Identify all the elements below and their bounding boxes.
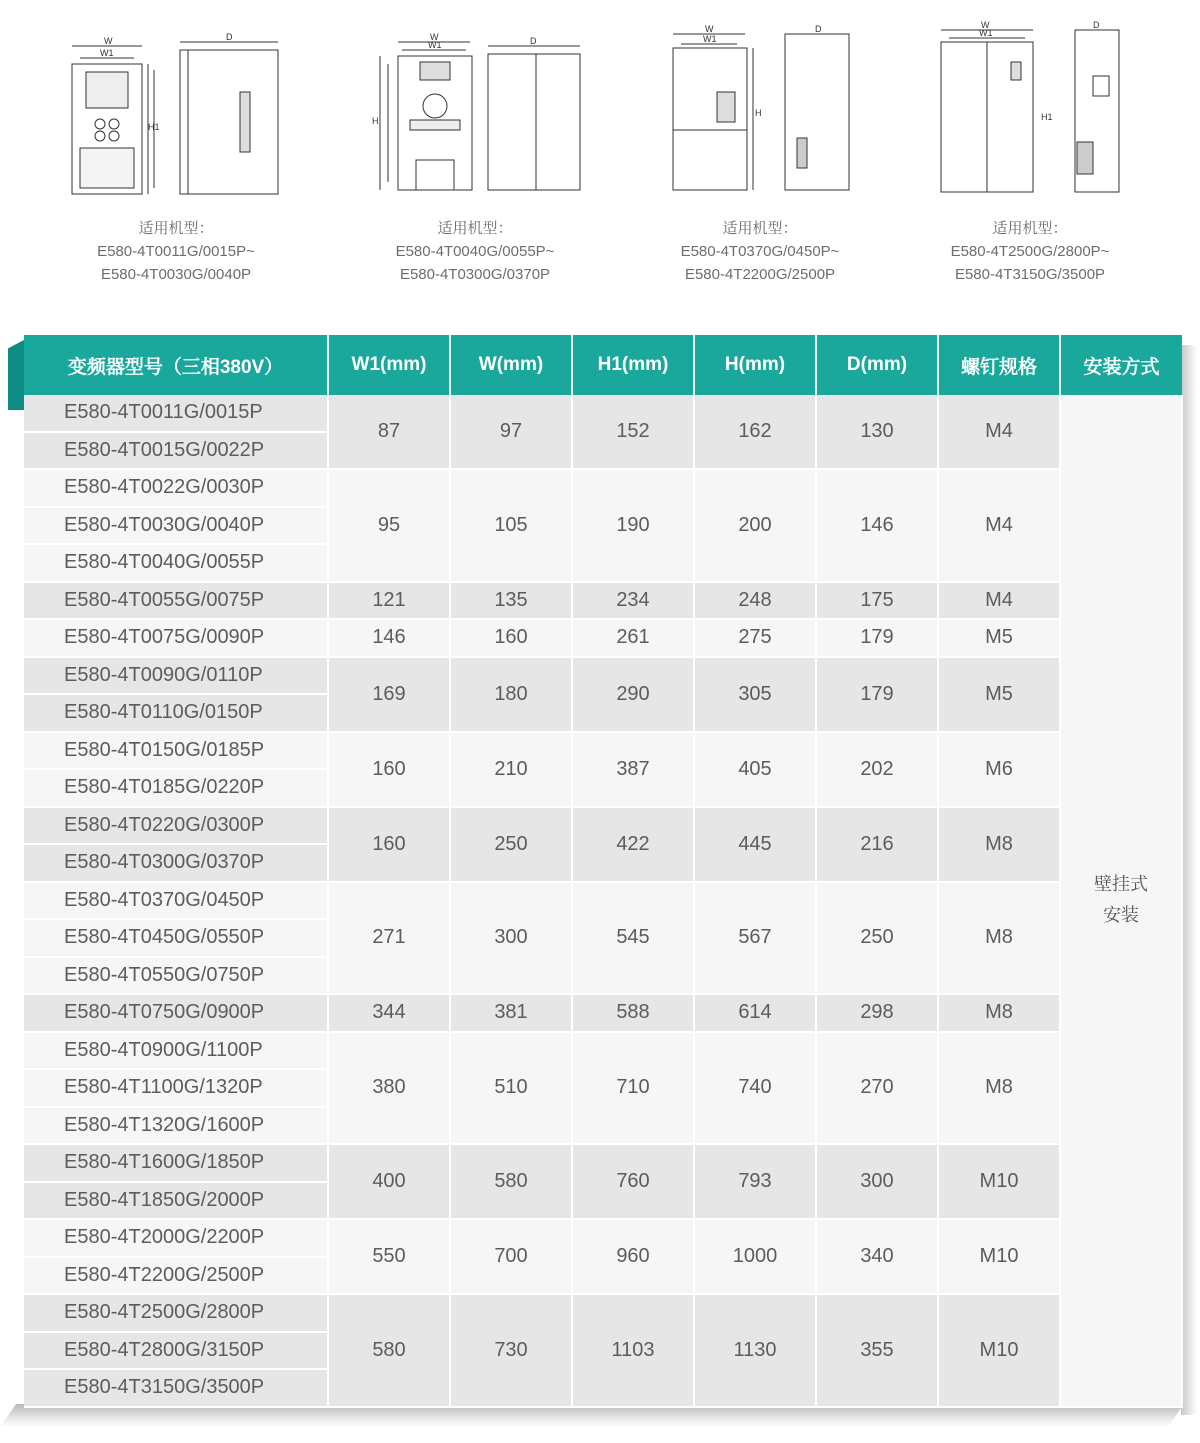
cell-h: 567 bbox=[694, 882, 816, 995]
cell-w1: 169 bbox=[328, 657, 450, 732]
drawing-medium-frame bbox=[370, 20, 590, 200]
cell-h: 275 bbox=[694, 619, 816, 657]
cell-w: 135 bbox=[450, 582, 572, 620]
cell-h1: 1103 bbox=[572, 1294, 694, 1407]
table-row bbox=[24, 1294, 1182, 1332]
install-method-line: 壁挂式 bbox=[1094, 874, 1148, 895]
caption-line: E580-4T3150G/3500P bbox=[954, 266, 1106, 283]
label-h: H bbox=[372, 116, 379, 126]
caption-line: 适用机型： bbox=[138, 220, 214, 237]
cell-screw: M8 bbox=[938, 994, 1060, 1032]
install-method-line: 安装 bbox=[1103, 905, 1139, 926]
cell-h: 200 bbox=[694, 469, 816, 582]
label-d: D bbox=[530, 36, 537, 46]
cell-h: 614 bbox=[694, 994, 816, 1032]
cell-h1: 190 bbox=[572, 469, 694, 582]
cell-w1: 380 bbox=[328, 1032, 450, 1145]
cell-w: 510 bbox=[450, 1032, 572, 1145]
caption-line: 适用机型： bbox=[992, 220, 1068, 237]
figure-caption-a bbox=[66, 217, 286, 286]
cell-model: E580-4T0075G/0090P bbox=[24, 619, 328, 657]
drawing-cabinet-frame bbox=[935, 20, 1135, 200]
cell-h1: 234 bbox=[572, 582, 694, 620]
label-w1: W1 bbox=[100, 48, 114, 58]
header-h: H(mm) bbox=[694, 335, 816, 395]
cell-model: E580-4T2000G/2200P bbox=[24, 1219, 328, 1257]
cell-model: E580-4T3150G/3500P bbox=[24, 1369, 328, 1407]
cell-d: 355 bbox=[816, 1294, 938, 1407]
cell-model: E580-4T0022G/0030P bbox=[24, 469, 328, 507]
cell-w1: 95 bbox=[328, 469, 450, 582]
cell-model: E580-4T0055G/0075P bbox=[24, 582, 328, 620]
cell-w: 730 bbox=[450, 1294, 572, 1407]
cell-d: 250 bbox=[816, 882, 938, 995]
drawing-medium-frame-svg bbox=[370, 20, 590, 200]
cell-model: E580-4T2800G/3150P bbox=[24, 1332, 328, 1370]
cell-screw: M10 bbox=[938, 1294, 1060, 1407]
cell-h1: 387 bbox=[572, 732, 694, 807]
cell-model: E580-4T1320G/1600P bbox=[24, 1107, 328, 1145]
cell-d: 179 bbox=[816, 619, 938, 657]
cell-h1: 545 bbox=[572, 882, 694, 995]
cell-h: 162 bbox=[694, 395, 816, 469]
cell-w1: 550 bbox=[328, 1219, 450, 1294]
table-header-row bbox=[24, 335, 1182, 395]
label-d: D bbox=[226, 32, 233, 42]
cell-h: 1000 bbox=[694, 1219, 816, 1294]
cell-h: 740 bbox=[694, 1032, 816, 1145]
header-w1: W1(mm) bbox=[328, 335, 450, 395]
header-w: W(mm) bbox=[450, 335, 572, 395]
drawing-large-frame-svg bbox=[665, 20, 865, 200]
header-d: D(mm) bbox=[816, 335, 938, 395]
table-row bbox=[24, 732, 1182, 770]
cell-d: 202 bbox=[816, 732, 938, 807]
cell-install-method bbox=[1060, 395, 1182, 1407]
cell-h: 445 bbox=[694, 807, 816, 882]
dimension-spec-table bbox=[24, 335, 1183, 1408]
table-shadow-right bbox=[1181, 345, 1197, 1415]
cell-screw: M8 bbox=[938, 1032, 1060, 1145]
cell-screw: M6 bbox=[938, 732, 1060, 807]
label-w1: W1 bbox=[428, 40, 442, 50]
cell-h: 248 bbox=[694, 582, 816, 620]
cell-model: E580-4T0220G/0300P bbox=[24, 807, 328, 845]
label-w: W bbox=[104, 36, 113, 46]
header-h1: H1(mm) bbox=[572, 335, 694, 395]
cell-h1: 760 bbox=[572, 1144, 694, 1219]
drawing-large-frame bbox=[665, 20, 865, 200]
cell-w1: 121 bbox=[328, 582, 450, 620]
dimension-drawings bbox=[0, 0, 1200, 300]
cell-w: 210 bbox=[450, 732, 572, 807]
header-install: 安装方式 bbox=[1060, 335, 1182, 395]
cell-d: 130 bbox=[816, 395, 938, 469]
drawing-small-frame bbox=[66, 20, 286, 200]
cell-w1: 344 bbox=[328, 994, 450, 1032]
cell-model: E580-4T0110G/0150P bbox=[24, 694, 328, 732]
cell-d: 340 bbox=[816, 1219, 938, 1294]
cell-screw: M8 bbox=[938, 882, 1060, 995]
label-h: H bbox=[755, 108, 762, 118]
cell-model: E580-4T1850G/2000P bbox=[24, 1182, 328, 1220]
cell-model: E580-4T0030G/0040P bbox=[24, 507, 328, 545]
cell-w: 580 bbox=[450, 1144, 572, 1219]
table-row bbox=[24, 582, 1182, 620]
figure-caption-b bbox=[365, 217, 585, 286]
cell-model: E580-4T0150G/0185P bbox=[24, 732, 328, 770]
caption-line: E580-4T0011G/0015P~ bbox=[97, 243, 255, 260]
cell-w1: 580 bbox=[328, 1294, 450, 1407]
cell-screw: M5 bbox=[938, 657, 1060, 732]
figure-caption-d bbox=[920, 217, 1140, 286]
caption-line: E580-4T2200G/2500P bbox=[684, 266, 836, 283]
cell-screw: M5 bbox=[938, 619, 1060, 657]
figure-caption-c bbox=[650, 217, 870, 286]
table-row bbox=[24, 469, 1182, 507]
drawing-small-frame-svg bbox=[66, 20, 286, 200]
cell-w: 105 bbox=[450, 469, 572, 582]
cell-model: E580-4T0011G/0015P bbox=[24, 395, 328, 432]
cell-model: E580-4T0300G/0370P bbox=[24, 844, 328, 882]
cell-w: 300 bbox=[450, 882, 572, 995]
label-w: W bbox=[981, 20, 990, 30]
cell-model: E580-4T2500G/2800P bbox=[24, 1294, 328, 1332]
cell-h: 1130 bbox=[694, 1294, 816, 1407]
caption-line: 适用机型： bbox=[437, 220, 513, 237]
table-row bbox=[24, 807, 1182, 845]
label-w: W bbox=[705, 24, 714, 34]
cell-h1: 261 bbox=[572, 619, 694, 657]
cell-w1: 400 bbox=[328, 1144, 450, 1219]
drawing-cabinet-frame-svg bbox=[935, 20, 1135, 200]
table-row bbox=[24, 882, 1182, 920]
cell-h: 793 bbox=[694, 1144, 816, 1219]
table-row bbox=[24, 1144, 1182, 1182]
cell-d: 179 bbox=[816, 657, 938, 732]
table-body bbox=[24, 395, 1182, 1407]
cell-w1: 146 bbox=[328, 619, 450, 657]
cell-screw: M4 bbox=[938, 469, 1060, 582]
cell-w: 700 bbox=[450, 1219, 572, 1294]
cell-screw: M8 bbox=[938, 807, 1060, 882]
cell-w: 97 bbox=[450, 395, 572, 469]
cell-h1: 710 bbox=[572, 1032, 694, 1145]
header-model: 变频器型号（三相380V） bbox=[24, 335, 328, 395]
cell-w1: 160 bbox=[328, 807, 450, 882]
caption-line: 适用机型： bbox=[722, 220, 798, 237]
table-row bbox=[24, 994, 1182, 1032]
table-row bbox=[24, 395, 1182, 432]
cell-w1: 160 bbox=[328, 732, 450, 807]
table-shadow-bottom bbox=[0, 1404, 1184, 1428]
cell-model: E580-4T0450G/0550P bbox=[24, 919, 328, 957]
cell-model: E580-4T0900G/1100P bbox=[24, 1032, 328, 1070]
label-w1: W1 bbox=[703, 34, 717, 44]
cell-h: 305 bbox=[694, 657, 816, 732]
cell-model: E580-4T0750G/0900P bbox=[24, 994, 328, 1032]
cell-model: E580-4T1600G/1850P bbox=[24, 1144, 328, 1182]
cell-w: 381 bbox=[450, 994, 572, 1032]
label-w1: W1 bbox=[979, 28, 993, 38]
caption-line: E580-4T0030G/0040P bbox=[100, 266, 252, 283]
cell-screw: M4 bbox=[938, 582, 1060, 620]
cell-model: E580-4T0550G/0750P bbox=[24, 957, 328, 995]
cell-d: 146 bbox=[816, 469, 938, 582]
cell-w: 250 bbox=[450, 807, 572, 882]
cell-h1: 960 bbox=[572, 1219, 694, 1294]
cell-model: E580-4T0185G/0220P bbox=[24, 769, 328, 807]
cell-d: 270 bbox=[816, 1032, 938, 1145]
caption-line: E580-4T2500G/2800P~ bbox=[950, 243, 1110, 260]
cell-h1: 290 bbox=[572, 657, 694, 732]
caption-line: E580-4T0040G/0055P~ bbox=[395, 243, 555, 260]
caption-line: E580-4T0370G/0450P~ bbox=[680, 243, 840, 260]
caption-line: E580-4T0300G/0370P bbox=[399, 266, 551, 283]
cell-d: 300 bbox=[816, 1144, 938, 1219]
cell-model: E580-4T0040G/0055P bbox=[24, 544, 328, 582]
cell-w: 180 bbox=[450, 657, 572, 732]
cell-model: E580-4T0015G/0022P bbox=[24, 432, 328, 470]
cell-d: 298 bbox=[816, 994, 938, 1032]
label-d: D bbox=[1093, 20, 1100, 30]
cell-model: E580-4T1100G/1320P bbox=[24, 1069, 328, 1107]
cell-d: 175 bbox=[816, 582, 938, 620]
cell-w1: 271 bbox=[328, 882, 450, 995]
cell-screw: M10 bbox=[938, 1144, 1060, 1219]
label-w: W bbox=[430, 32, 439, 42]
cell-model: E580-4T0370G/0450P bbox=[24, 882, 328, 920]
cell-screw: M4 bbox=[938, 395, 1060, 469]
header-tab-accent bbox=[8, 340, 24, 410]
cell-w1: 87 bbox=[328, 395, 450, 469]
cell-h1: 422 bbox=[572, 807, 694, 882]
cell-d: 216 bbox=[816, 807, 938, 882]
label-h1: H1 bbox=[148, 122, 160, 132]
label-d: D bbox=[815, 24, 822, 34]
cell-screw: M10 bbox=[938, 1219, 1060, 1294]
header-screw: 螺钉规格 bbox=[938, 335, 1060, 395]
table-row bbox=[24, 657, 1182, 695]
label-h1: H1 bbox=[1041, 112, 1053, 122]
table-row bbox=[24, 1219, 1182, 1257]
table-row bbox=[24, 619, 1182, 657]
cell-model: E580-4T0090G/0110P bbox=[24, 657, 328, 695]
cell-w: 160 bbox=[450, 619, 572, 657]
cell-h: 405 bbox=[694, 732, 816, 807]
table-row bbox=[24, 1032, 1182, 1070]
cell-h1: 588 bbox=[572, 994, 694, 1032]
cell-model: E580-4T2200G/2500P bbox=[24, 1257, 328, 1295]
cell-h1: 152 bbox=[572, 395, 694, 469]
